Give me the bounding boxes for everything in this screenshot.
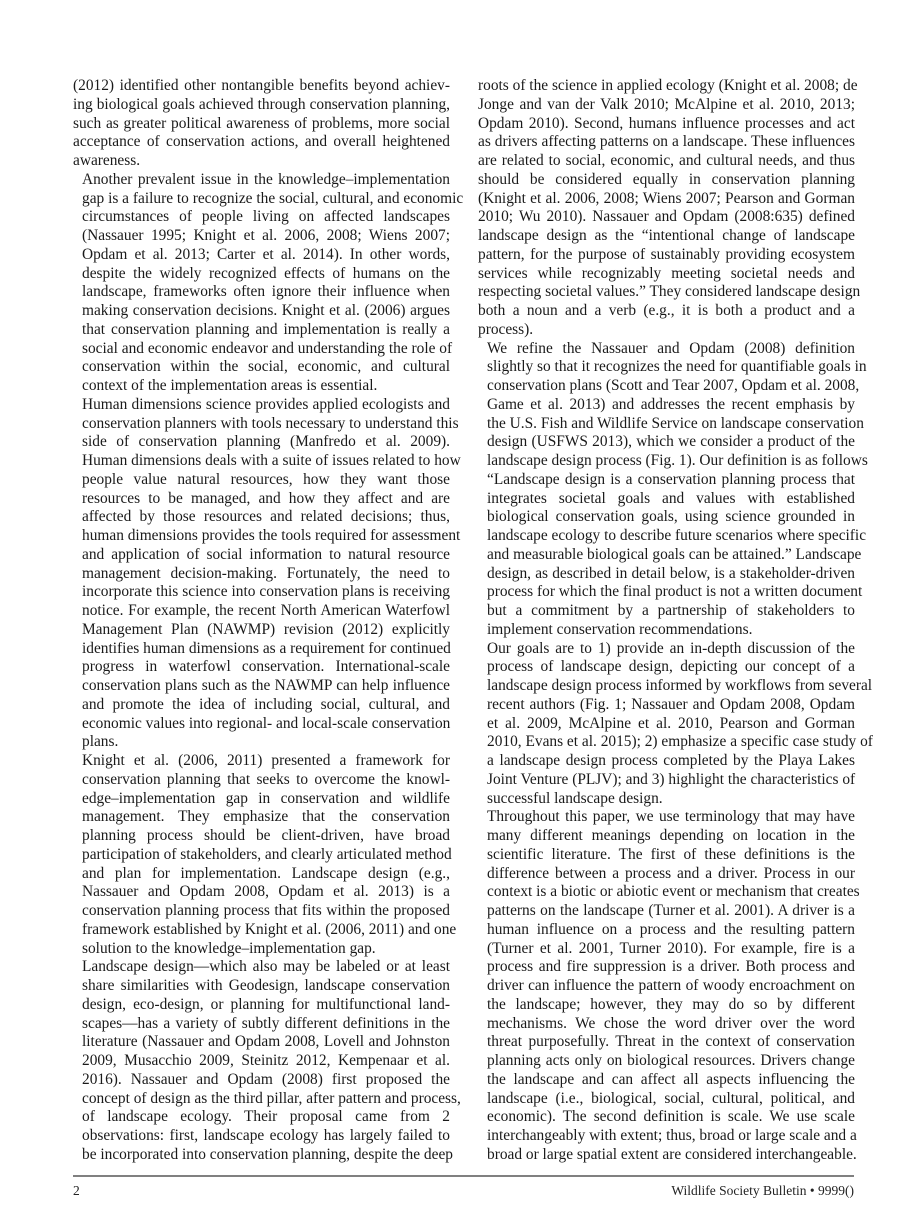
- body-paragraph: [73, 170, 464, 396]
- text-line: respecting societal values.” They considered landscape design: [478, 283, 861, 301]
- text-line: the U.S. Fish and Wildlife Service on landscape conservation: [487, 414, 864, 432]
- text-line: (Nassauer 1995; Knight et al. 2006, 2008; Wiens 2007;: [82, 227, 450, 244]
- text-line: conservation within the social, economic, and cultural: [82, 358, 450, 376]
- text-line: economic values into regional- and local-scale conservation: [82, 714, 451, 732]
- text-line: recent authors (Fig. 1; Nassauer and Opdam 2008, Opdam: [487, 695, 855, 713]
- text-line: literature (Nassauer and Opdam 2008, Lovell and Johnston: [82, 1033, 450, 1051]
- text-line: 2010, Evans et al. 2015); 2) emphasize a specific case study of: [487, 733, 873, 751]
- text-line: Management Plan (NAWMP) revision (2012) explicitly: [82, 620, 450, 638]
- text-line: scientific literature. The first of these definitions is the: [487, 845, 855, 863]
- text-line: Opdam et al. 2013; Carter et al. 2014). In other words,: [82, 245, 450, 263]
- text-line: 2016). Nassauer and Opdam (2008) first proposed the: [82, 1070, 450, 1088]
- text-line: context is a biotic or abiotic event or mechanism that creates: [487, 883, 860, 901]
- text-line: circumstances of people living on affected landscapes: [82, 208, 450, 226]
- text-line: management decision-making. Fortunately, the need to: [82, 564, 450, 582]
- right-column: [478, 77, 873, 1165]
- text-line: landscape design process informed by workflows from several: [487, 677, 873, 694]
- text-line: many different meanings depending on location in the: [487, 827, 855, 844]
- body-paragraph: [73, 752, 457, 958]
- text-line: (2012) identified other nontangible benefits beyond achiev-: [73, 77, 450, 94]
- text-line: incorporate this science into conservation plans is receiving: [82, 583, 450, 601]
- text-line: driver can influence the pattern of woody encroachment on: [487, 977, 855, 994]
- text-line: human dimensions provides the tools required for assessment: [82, 527, 461, 544]
- text-line: process of landscape design, depicting our concept of a: [487, 658, 855, 676]
- text-line: observations: first, landscape ecology has largely failed to: [82, 1127, 450, 1144]
- text-line: Human dimensions deals with a suite of issues related to how: [82, 452, 461, 469]
- text-line: social and economic endeavor and understanding the role of: [82, 339, 453, 357]
- text-line: We refine the Nassauer and Opdam (2008) definition: [487, 339, 855, 357]
- body-paragraph: [73, 77, 450, 171]
- text-line: identifies human dimensions as a requirement for continued: [82, 639, 451, 657]
- text-line: conservation plans such as the NAWMP can help influence: [82, 677, 450, 694]
- text-line: interchangeably with extent; thus, broad or large scale and a: [487, 1127, 857, 1144]
- body-paragraph: [478, 639, 873, 809]
- text-line: Jonge and van der Valk 2010; McAlpine et al. 2010, 2013;: [478, 95, 855, 113]
- text-line: the landscape; however, they may do so by different: [487, 995, 855, 1013]
- text-line: Nassauer and Opdam 2008, Opdam et al. 2013) is a: [82, 883, 450, 901]
- text-line: scapes—has a variety of subtly different definitions in the: [82, 1014, 450, 1032]
- text-line: landscape design process (Fig. 1). Our definition is as follows: [487, 452, 868, 469]
- text-line: Another prevalent issue in the knowledge–implementation: [82, 170, 450, 188]
- text-line: 2010; Wu 2010). Nassauer and Opdam (2008:635) defined: [478, 208, 855, 226]
- text-line: successful landscape design.: [487, 789, 663, 807]
- text-line: process and fire suppression is a driver. Both process and: [487, 958, 855, 976]
- text-line: and plan for implementation. Landscape design (e.g.,: [82, 864, 450, 882]
- text-line: conservation planning that seeks to overcome the knowl-: [82, 770, 450, 788]
- text-line: process).: [478, 320, 534, 338]
- text-line: mechanisms. We chose the word driver over the word: [487, 1014, 855, 1032]
- text-line: Joint Venture (PLJV); and 3) highlight the characteristics of: [487, 770, 856, 788]
- text-line: progress in waterfowl conservation. International-scale: [82, 658, 450, 676]
- text-line: affected by those resources and related decisions; thus,: [82, 508, 450, 526]
- text-line: economic). The second definition is scale. We use scale: [487, 1108, 855, 1126]
- text-line: 2009, Musacchio 2009, Steinitz 2012, Kempenaar et al.: [82, 1052, 450, 1069]
- journal-running-footer: Wildlife Society Bulletin • 9999(): [671, 1183, 854, 1198]
- page-number: 2: [73, 1183, 80, 1198]
- body-paragraph: [73, 395, 461, 752]
- text-line: roots of the science in applied ecology (Knight et al. 2008; de: [478, 77, 858, 94]
- text-line: conservation planning process that fits within the proposed: [82, 902, 450, 919]
- text-line: awareness.: [73, 152, 141, 169]
- footer-rule: [73, 1175, 854, 1177]
- text-line: concept of design as the third pillar, after pattern and process,: [82, 1089, 461, 1107]
- text-line: gap is a failure to recognize the social, cultural, and economic: [82, 189, 464, 207]
- text-line: landscape ecology to describe future scenarios where specific: [487, 527, 867, 544]
- text-line: resources to be managed, and how they affect and are: [82, 489, 450, 507]
- body-paragraph: [478, 339, 868, 640]
- text-line: planning process should be client-driven, have broad: [82, 827, 450, 844]
- text-line: edge–implementation gap in conservation and wildlife: [82, 789, 450, 807]
- text-line: plans.: [82, 733, 119, 751]
- text-line: design, as described in detail below, is a stakeholder-driven: [487, 564, 855, 582]
- text-line: solution to the knowledge–implementation gap.: [82, 939, 376, 957]
- body-paragraph: [478, 808, 860, 1164]
- text-line: Game et al. 2013) and addresses the recent emphasis by: [487, 395, 855, 413]
- text-line: conservation planners with tools necessary to understand this: [82, 414, 459, 432]
- text-line: implement conservation recommendations.: [487, 620, 753, 638]
- text-line: making conservation decisions. Knight et al. (2006) argues: [82, 302, 450, 319]
- text-line: share similarities with Geodesign, landscape conservation: [82, 977, 450, 994]
- text-line: design (USFWS 2013), which we consider a product of the: [487, 433, 855, 451]
- text-line: ing biological goals achieved through conservation planning,: [73, 95, 450, 113]
- text-line: notice. For example, the recent North American Waterfowl: [82, 602, 450, 619]
- text-line: services while recognizably meeting societal needs and: [478, 264, 855, 282]
- text-line: acceptance of conservation actions, and overall heightened: [73, 133, 450, 151]
- text-line: and promote the idea of including social, cultural, and: [82, 695, 450, 713]
- text-line: that conservation planning and implementation is really a: [82, 320, 450, 338]
- body-paragraph: [478, 77, 861, 340]
- text-line: landscape, frameworks often ignore their influence when: [82, 283, 450, 301]
- text-line: Opdam 2010). Second, humans influence processes and act: [478, 114, 855, 132]
- text-line: context of the implementation areas is essential.: [82, 377, 378, 394]
- text-line: Our goals are to 1) provide an in-depth discussion of the: [487, 639, 855, 657]
- text-line: and application of social information to natural resource: [82, 545, 450, 563]
- text-line: conservation plans (Scott and Tear 2007, Opdam et al. 2008,: [487, 377, 860, 394]
- text-line: people value natural resources, how they want those: [82, 470, 450, 488]
- text-line: (Turner et al. 2001, Turner 2010). For example, fire is a: [487, 939, 855, 957]
- text-line: “Landscape design is a conservation planning process that: [487, 470, 855, 488]
- text-line: human influence on a process and the resulting pattern: [487, 920, 855, 938]
- text-line: and measurable biological goals can be attained.” Landscape: [487, 545, 862, 563]
- text-line: pattern, for the purpose of sustainably providing ecosystem: [478, 245, 855, 263]
- text-line: (Knight et al. 2006, 2008; Wiens 2007; Pearson and Gorman: [478, 189, 855, 207]
- text-line: Landscape design—which also may be labeled or at least: [82, 958, 450, 976]
- text-line: integrates societal goals and values with established: [487, 489, 855, 507]
- text-line: Throughout this paper, we use terminology that may have: [487, 808, 855, 826]
- text-line: difference between a process and a driver. Process in our: [487, 864, 855, 882]
- text-line: such as greater political awareness of problems, more social: [73, 114, 450, 132]
- text-line: the landscape and can affect all aspects influencing the: [487, 1070, 855, 1088]
- text-line: patterns on the landscape (Turner et al. 2001). A driver is a: [487, 902, 855, 919]
- text-line: are related to social, economic, and cultural needs, and thus: [478, 152, 855, 169]
- text-line: broad or large spatial extent are considered interchangeable.: [487, 1145, 857, 1163]
- text-line: as drivers affecting patterns on a landscape. These influences: [478, 133, 855, 151]
- body-paragraph: [73, 958, 461, 1164]
- text-line: et al. 2009, McAlpine et al. 2010, Pearson and Gorman: [487, 714, 855, 732]
- text-line: landscape (i.e., biological, social, cultural, political, and: [487, 1089, 855, 1107]
- text-line: both a noun and a verb (e.g., it is both a product and a: [478, 302, 855, 319]
- text-line: biological conservation goals, using science grounded in: [487, 508, 855, 526]
- text-line: a landscape design process completed by the Playa Lakes: [487, 752, 855, 769]
- text-line: side of conservation planning (Manfredo et al. 2009).: [82, 433, 450, 451]
- text-line: Human dimensions science provides applied ecologists and: [82, 395, 450, 413]
- left-column: [73, 77, 464, 1165]
- text-line: design, eco-design, or planning for multifunctional land-: [82, 995, 450, 1013]
- text-line: should be considered equally in conservation planning: [478, 170, 855, 188]
- text-line: Knight et al. (2006, 2011) presented a framework for: [82, 752, 450, 769]
- text-line: of landscape ecology. Their proposal came from 2: [82, 1108, 450, 1126]
- text-line: management. They emphasize that the conservation: [82, 808, 450, 826]
- text-line: participation of stakeholders, and clearly articulated method: [82, 845, 452, 863]
- text-line: be incorporated into conservation planning, despite the deep: [82, 1145, 453, 1163]
- text-line: framework established by Knight et al. (2006, 2011) and one: [82, 920, 457, 938]
- text-line: threat purposefully. Threat in the context of conservation: [487, 1033, 855, 1051]
- text-line: despite the widely recognized effects of humans on the: [82, 264, 450, 282]
- text-line: landscape design as the “intentional change of landscape: [478, 227, 855, 244]
- text-line: slightly so that it recognizes the need for quantifiable goals in: [487, 358, 867, 376]
- text-line: but a commitment by a partnership of stakeholders to: [487, 602, 855, 619]
- text-line: planning acts only on biological resources. Drivers change: [487, 1052, 855, 1069]
- text-line: process for which the final product is not a written document: [487, 583, 863, 601]
